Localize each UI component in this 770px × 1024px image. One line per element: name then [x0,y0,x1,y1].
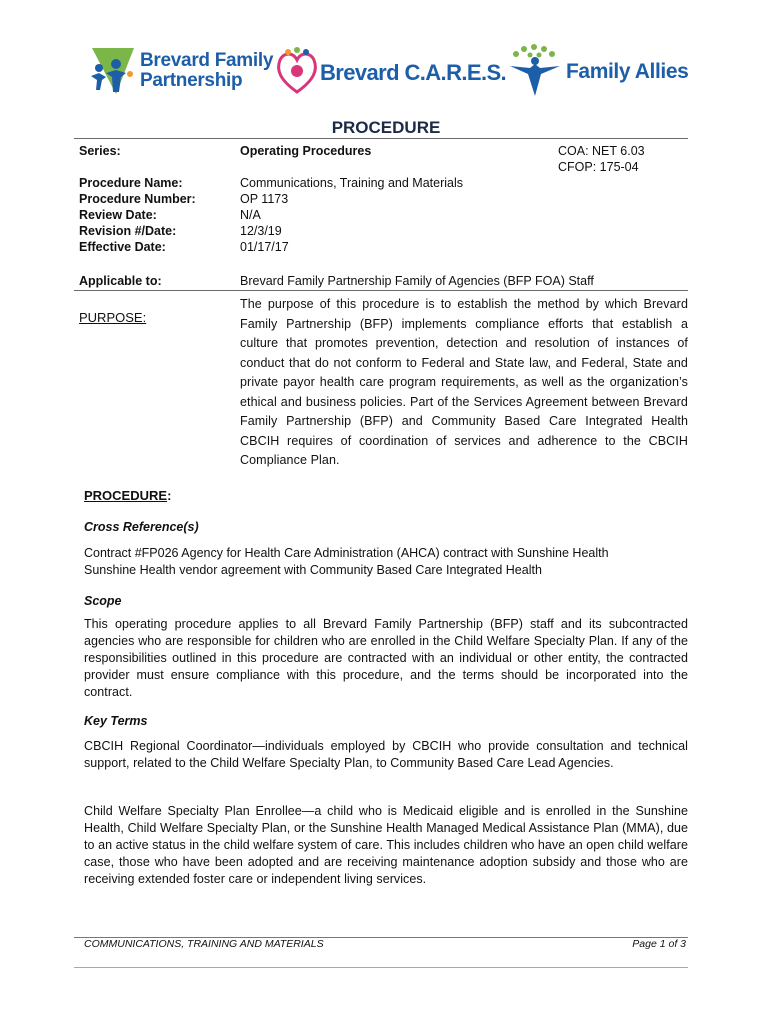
scope-text: This operating procedure applies to all Brevard Family Partnership (BFP) staff and its subcontracted agencies who are responsible for children who are enrolled in the Child Welfare Specialty Plan. If any of the responsibilities outlined in this procedure are contracted with an individual or other entity, the contracted provider must ensure compliance with this procedure, and the terms should be incorporated into the contract. [84,617,688,699]
cross-reference-item: Contract #FP026 Agency for Health Care Administration (AHCA) contract with Sunshine Health [84,546,609,560]
procedure-name-label: Procedure Name: [79,176,183,190]
footer-procedure-name: COMMUNICATIONS, TRAINING AND MATERIALS [84,938,324,950]
key-terms-heading: Key Terms [84,714,148,728]
brevard-family-partnership-logo [86,44,274,100]
procedure-number-value: OP 1173 [240,192,289,206]
family-allies-logo-text: Family Allies [566,60,689,83]
effective-date-value: 01/17/17 [240,240,289,254]
revision-date-label: Revision #/Date: [79,224,177,238]
procedure-heading-colon: : [167,488,172,503]
family-figures-icon [86,46,138,98]
logo-banner [86,44,692,100]
applicable-to-label: Applicable to: [79,274,162,288]
footer-bottom-rule [74,967,688,968]
procedure-heading [84,488,171,503]
bfp-logo-text-line2: Partnership [140,70,243,91]
series-label: Series: [79,144,121,158]
bfp-logo-text-line1: Brevard Family [140,50,274,71]
procedure-number-label: Procedure Number: [79,192,196,206]
applicable-to-value: Brevard Family Partnership Family of Agencies (BFP FOA) Staff [240,274,594,288]
review-date-label: Review Date: [79,208,157,222]
purpose-text: The purpose of this procedure is to establish the method by which Brevard Family Partnership (BFP) implements compliance efforts that establish a culture that promotes prevention, detection and resolution of instances of conduct that do not conform to Federal and State law, and Federal, State and private payor health care program requirements, as well as the organization’s ethical and business policies. Part of the Services Agreement between Brevard Family Partnership (BFP) and Community Based Care Integrated Health CBCIH requires of coordination of services and adherence to the CBCIH Compliance Plan. [240,297,688,467]
scope-heading: Scope [84,594,122,608]
series-value: Operating Procedures [240,144,372,158]
cross-references-heading: Cross Reference(s) [84,520,199,534]
coa-code: COA: NET 6.03 [558,144,645,158]
key-term-specialty-plan-enrollee: Child Welfare Specialty Plan Enrollee—a child who is Medicaid eligible and is enrolled in the Sunshine Health, Child Welfare Specialty Plan, or the Sunshine Health Managed Medical Assistance Plan (MMA), due to an active status in the child welfare system of care. This includes children who have an open child welfare case, those who have been adopted and are receiving maintenance adoption subsidy and those who are receiving extended foster care or independent living services. [84,804,688,886]
procedure-title-text: PROCEDURE [331,118,441,137]
footer-page-number: Page 1 of 3 [632,938,686,950]
cfop-code: CFOP: 175-04 [558,160,639,174]
header-divider [74,138,688,139]
heart-family-icon [274,46,320,98]
key-term-regional-coordinator: CBCIH Regional Coordinator—individuals employed by CBCIH who provide consultation and technical support, related to the Child Welfare Specialty Plan, to Community Based Care Lead Agencies. [84,739,688,770]
effective-date-label: Effective Date: [79,240,166,254]
revision-date-value: 12/3/19 [240,224,282,238]
procedure-name-value: Communications, Training and Materials [240,176,464,190]
family-allies-logo [506,44,694,100]
applicable-divider [74,290,688,291]
tree-figure-icon [506,44,564,100]
brevard-cares-logo [274,44,507,100]
cross-reference-item: Sunshine Health vendor agreement with Community Based Care Integrated Health [84,563,542,577]
review-date-value: N/A [240,208,261,222]
cares-logo-text: Brevard C.A.R.E.S. [320,60,507,85]
procedure-heading-text: PROCEDURE [84,488,168,503]
procedure-title [0,118,770,138]
purpose-label: PURPOSE: [79,310,147,325]
